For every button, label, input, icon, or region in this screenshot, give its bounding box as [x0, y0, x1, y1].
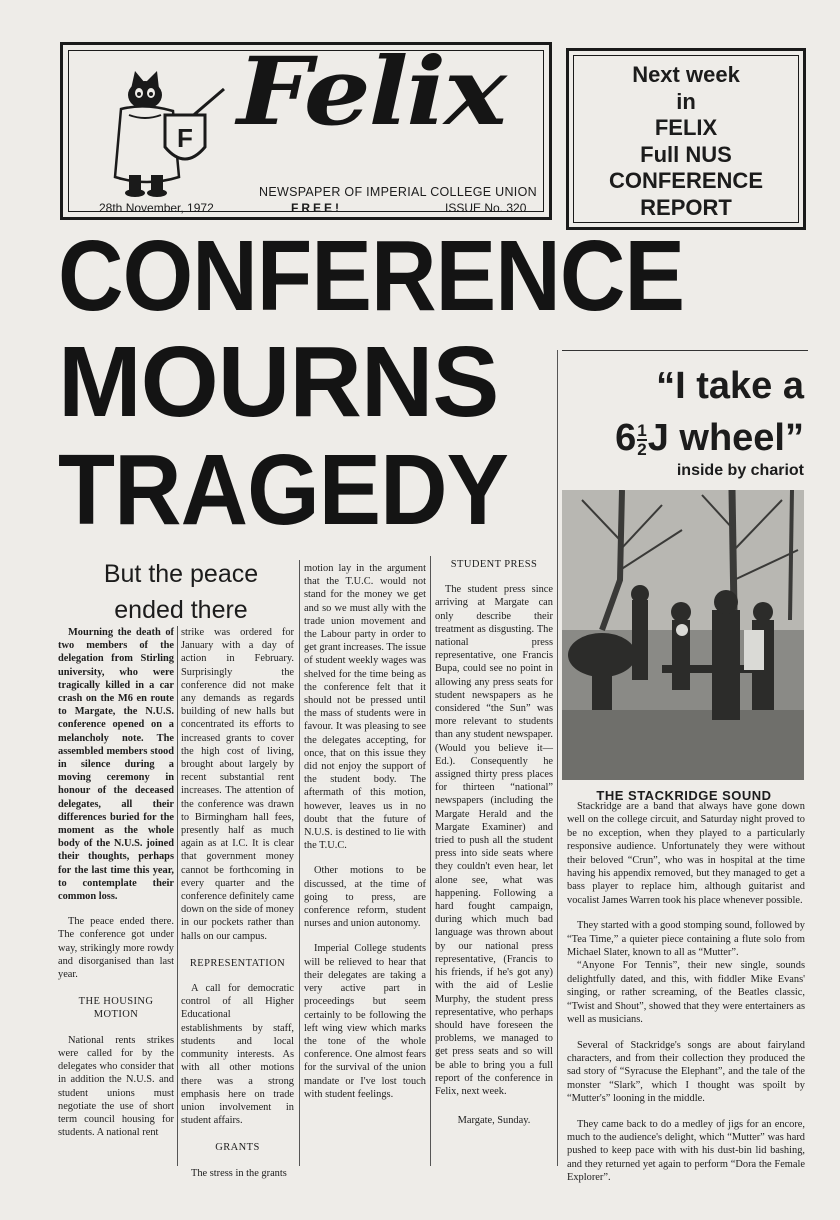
quote-rest: J wheel”: [647, 417, 804, 459]
subheadline: [62, 556, 300, 628]
section-heading-housing: THE HOUSING MOTION: [78, 996, 154, 1021]
section-heading-representation: REPRESENTATION: [189, 957, 286, 969]
felix-logo: Felix: [237, 37, 505, 147]
quote-headline: [560, 360, 804, 464]
paragraph: They came back to do a medley of jigs for an encore, much to the audience's delight, which “Mutter” was hard pushed to keep pace with with his dust-bin lid bashing, and they returned yet again to perform “Dora the Female Explorer”.: [567, 1118, 805, 1184]
price-label: FREE!: [291, 201, 342, 215]
lead-paragraph: Mourning the death of two members of the delegation from Stirling university, who were tragically killed in a car crash on the M6 en route to Margate, the N.U.S. conference opened on a melancholy note. The assembled members stood in silence during a moving ceremony in honour of the deceased delegates, all their differences buried for the moment as the whole body of the N.U.S. joined their thoughts, perhaps for the last time this year, to contemplate their common loss.: [58, 627, 174, 903]
cat-knight-mascot-icon: [99, 59, 229, 199]
paragraph: motion lay in the argument that the T.U.C. would not stand for the money we get and so we must ally with the trade union movement and the Labour party in order to get grant increases. The issue of student weekly wages was shelved for the time being as the conference felt that it should not be pressed until the mass of students were in favour. It was pleasing to see the delegates accepting, for once, that on this issue they did not enjoy the support of the student body. The aftermath of this motion, however, leaves us in no doubt that the future of N.U.S. is destined to lie with the T.U.C.: [304, 563, 426, 852]
promo-inner-border: [573, 55, 799, 223]
fraction-denominator: 2: [637, 439, 647, 459]
masthead-inner-border: [68, 37, 544, 215]
issue-number: ISSUE No. 320: [445, 201, 527, 215]
paragraph: Imperial College students will be relieved to hear that their delegates are taking a very active part in proceedings but seem certainly to be following the left wing view which marks the tone of the whole conference. One almost fears for the survival of the union mandate or I've lost touch with student feelings.: [304, 943, 426, 1100]
promo-line: FELIX: [654, 115, 718, 140]
section-heading-student-press: STUDENT PRESS: [450, 559, 538, 570]
headline-line-1: CONFERENCE: [58, 220, 685, 332]
band-photo-image: [562, 490, 804, 780]
half-fraction: [637, 422, 646, 458]
paragraph: Other motions to be discussed, at the time of going to press, are conference reform, student nurses and union autonomy.: [304, 865, 426, 930]
quote-byline: inside by chariot: [676, 462, 804, 479]
masthead: [60, 37, 552, 220]
article-column-2: [181, 626, 294, 1180]
paragraph: The student press since arriving at Margate can only describe their treatment as disgusting. The national press representative, one Francis Bupa, could see no point in allowing any press seats for student newspapers as he considered “the Sun” was more relevant to students than any student newspaper. (Would you believe it—Ed.). Consequently he assigned thirty press places for thirteen “national” newspapers (including the Margate Herald and the Margate Examiner) and tried to push all the student press into side seats where they couldn't even hear, let alone see, what was happening. Following a hard fought campaign, during which much bad language was thrown about by our national press representative, (Francis to his friends, if he's got any) with the aid of Leslie Murphy, the student press representative, who perhaps should have foreseen the problems, we managed to get press seats and so will be able to bring you a full report of the conference in Felix, next week.: [435, 584, 553, 1097]
column-rule: [557, 350, 558, 1166]
stackridge-title: THE STACKRIDGE SOUND: [596, 788, 772, 803]
headline-line-2: MOURNS: [58, 326, 499, 438]
dateline-signoff: Margate, Sunday.: [457, 1115, 531, 1127]
promo-line: REPORT: [640, 194, 732, 220]
paragraph: “Anyone For Tennis”, their new single, sounds delightfully dated, and this, with fiddler Mike Evans' singing, or rather screaming, of the Beatles classic, “Twist and Shout”, showed that they were entertainers as well as musicians.: [567, 960, 805, 1026]
quote-divider: [562, 350, 808, 351]
band-photo: [562, 490, 804, 780]
article-column-4: [435, 556, 553, 1127]
stackridge-review-column: [567, 800, 805, 1185]
subhead-line-2: ended there: [114, 596, 248, 624]
headline-line-3: TRAGEDY: [58, 434, 508, 546]
promo-line: Full NUS: [640, 141, 732, 167]
paragraph: Several of Stackridge's songs are about fairyland characters, and from their collection they produced the sad story of “Syracuse the Elephant”, and the tale of the monster “Slark”, which I thought was spoilt by “Mutter's” looning in the middle.: [567, 1039, 805, 1105]
promo-line: Next week: [632, 62, 740, 87]
paragraph: The peace ended there. The conference got under way, strikingly more rowdy and disorganised than last year.: [58, 916, 174, 981]
fraction-numerator: 1: [637, 420, 647, 440]
article-column-3: [304, 562, 426, 1101]
promo-line: CONFERENCE: [608, 168, 763, 193]
shield-letter: F: [177, 123, 193, 153]
paragraph: National rents strikes were called for by the delegates who consider that in addition the N.U.S. and student unions must negotiate the use of short term council housing for students. A national rent: [58, 1034, 174, 1139]
article-column-1: [58, 626, 174, 1139]
column-rule: [177, 626, 178, 1166]
quote-number: 6: [615, 417, 637, 459]
next-week-promo-box: [566, 48, 806, 230]
subhead-line-1: But the peace: [103, 560, 259, 588]
paragraph: strike was ordered for January with a day of action in February. Surprisingly the conference did not make any demands as regards building of new halls but concentrated its efforts to increased grants to cover the high cost of living, brought about largely by recent substantial rent increases. The attention of the conference was drawn to Birmingham hall fees, presently half as much again as at I.C. It is clear that government money cannot be forthcoming in every quarter and the conference definitely came down on the side of money in our pockets rather than halls on our campus.: [181, 627, 294, 942]
column-rule: [299, 560, 300, 1166]
masthead-tagline: NEWSPAPER OF IMPERIAL COLLEGE UNION: [259, 185, 537, 199]
paragraph: They started with a good stomping sound, followed by “Tea Time,” a quieter piece containing a flute solo from Michael Slater, known to all as “Mutter”.: [567, 920, 805, 959]
quote-line-2: [560, 412, 804, 464]
promo-line: in: [676, 88, 696, 114]
issue-date: 28th November, 1972: [99, 201, 214, 215]
paragraph: A call for democratic control of all Higher Educational establishments by staff, students and local community interests. As with all other motions there was a strong emphasis here on trade union involvement in student affairs.: [181, 983, 294, 1127]
column-rule: [430, 556, 431, 1166]
paragraph: The stress in the grants: [191, 1167, 287, 1179]
paragraph: Stackridge are a band that always have gone down well on the college circuit, and Saturday night proved to be no exception, when they played to a particularly responsive audience. Unfortunately they were without their beloved “Crun”, who was in hospital at the time having his appendix removed, but they managed to get a bass player to replace him, although guitarist and vocalist James Warren took his place whenever possible.: [567, 801, 805, 906]
quote-line-1: “I take a: [656, 365, 804, 407]
section-heading-grants: GRANTS: [215, 1142, 260, 1154]
promo-text: [574, 62, 798, 221]
